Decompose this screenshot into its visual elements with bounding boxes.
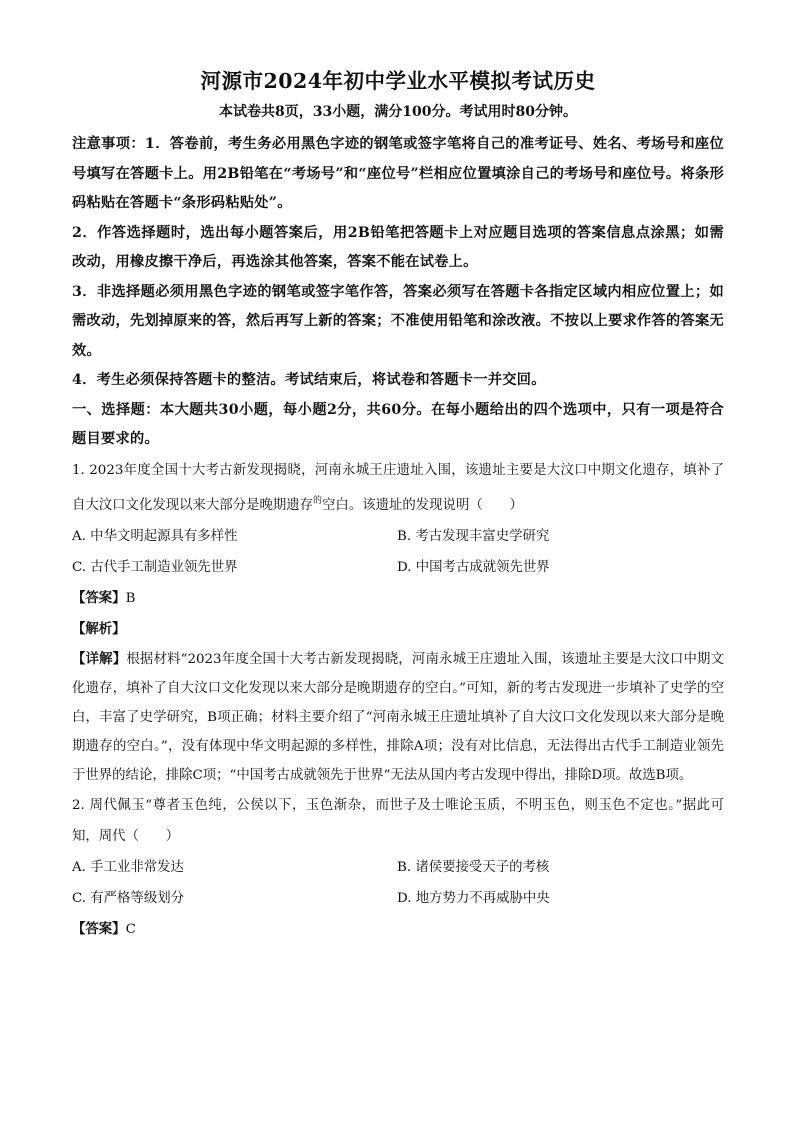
question-1-options	[72, 521, 724, 583]
question-1-stem-sup: 的	[313, 495, 323, 506]
answer-tag: 【答案】	[72, 589, 126, 606]
question-2-option-b: B. 诸侯要接受天子的考核	[397, 859, 550, 875]
question-1-detail	[72, 645, 724, 790]
detail-tag: 【详解】	[72, 650, 127, 667]
notice-4: 4．考生必须保持答题卡的整洁。考试结束后，将试卷和答题卡一并交回。	[72, 372, 546, 388]
question-1-option-a: A. 中华文明起源具有多样性	[72, 528, 238, 544]
question-1-option-c: C. 古代手工制造业领先世界	[72, 559, 238, 575]
question-1-answer	[72, 583, 724, 614]
section-heading: 一、选择题：本大题共30小题，每小题2分，共60分。在每小题给出的四个选项中，只有一项是符合题目要求的。	[72, 401, 724, 447]
question-2-answer	[72, 914, 724, 945]
question-2-option-c: C. 有严格等级划分	[72, 890, 185, 906]
page-title: 河源市2024年初中学业水平模拟考试历史	[200, 69, 596, 93]
question-2-option-d: D. 地方势力不再威胁中央	[397, 890, 550, 906]
answer-value: C	[125, 921, 136, 937]
question-2-option-a: A. 手工业非常发达	[72, 859, 184, 875]
question-1-analysis	[72, 614, 724, 645]
question-1-stem-text-end: 空白。该遗址的发现说明（ ）	[322, 497, 523, 513]
exam-info: 本试卷共8页，33小题，满分100分。考试用时80分钟。	[219, 104, 577, 120]
notice-3: 3．非选择题必须用黑色字迹的钢笔或签字笔作答，答案必须写在答题卡各指定区域内相应位置上；如需改动，先划掉原来的答，然后再写上新的答案；不准使用铅笔和涂改液。不按以上要求作答的答案无效。	[72, 283, 724, 359]
question-1-stem-text: 1. 2023年度全国十大考古新发现揭晓，河南永城王庄遗址入围，该遗址主要是大汶口中期文化遗存，填补了自大汶口文化发现以来大部分是晚期遗存	[72, 462, 724, 513]
question-1-option-b: B. 考古发现丰富史学研究	[397, 528, 550, 544]
question-2-stem: 2. 周代佩玉“尊者玉色纯，公侯以下，玉色渐杂，而世子及士唯论玉质，不明玉色，则玉色不定也。”据此可知，周代（ ）	[72, 797, 724, 844]
answer-tag: 【答案】	[72, 920, 126, 937]
question-1-stem	[72, 455, 724, 521]
answer-value: B	[125, 590, 136, 606]
detail-text: 根据材料“2023年度全国十大考古新发现揭晓，河南永城王庄遗址入围，该遗址主要是大汶口中期文化遗存，填补了自大汶口文化发现以来大部分是晚期遗存的空白。”可知，新的考古发现进一步填补了史学的空白，丰富了史学研究，B项正确；材料主要介绍了“河南永城王庄遗址填补了自大汶口文化发现以来大部分是晚期遗存的空白。”，没有体现中华文明起源的多样性，排除A项；没有对比信息，无法得出古代手工制造业领先于世界的结论，排除C项；“中国考古成就领先于世界”无法从国内考古发现中得出，排除D项。故选B项。	[72, 651, 725, 783]
exam-page	[72, 66, 724, 945]
analysis-tag: 【解析】	[72, 620, 126, 637]
notice-1: 注意事项：1．答卷前，考生务必用黑色字迹的钢笔或签字笔将自己的准考证号、姓名、考场号和座位号填写在答题卡上。用2B铅笔在“考场号”和“座位号”栏相应位置填涂自己的考场号和座位号。将条形码粘贴在答题卡“条形码粘贴处”。	[72, 136, 724, 211]
notice-2: 2．作答选择题时，选出每小题答案后，用2B铅笔把答题卡上对应题目选项的答案信息点涂黑；如需改动，用橡皮擦干净后，再选涂其他答案，答案不能在试卷上。	[72, 224, 724, 270]
question-1-option-d: D. 中国考古成就领先世界	[397, 559, 550, 575]
question-2-options	[72, 852, 724, 914]
